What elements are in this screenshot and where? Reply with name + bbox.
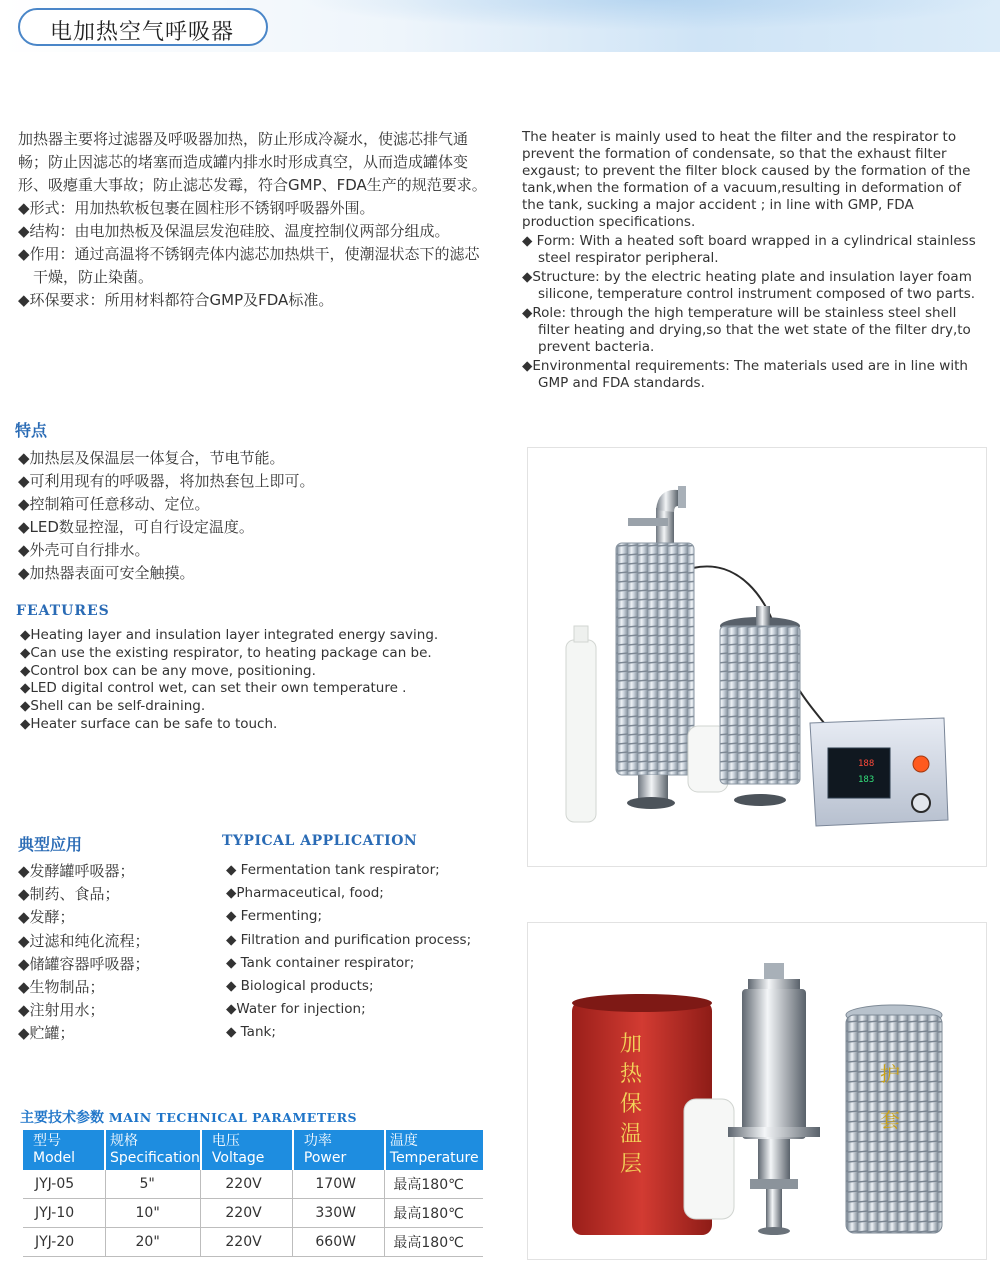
- short-heater-jacket: [720, 626, 800, 784]
- list-item: ◆发酵；: [18, 908, 75, 927]
- list-item: ◆ Biological products;: [226, 978, 374, 995]
- list-item: ◆贮罐；: [18, 1024, 75, 1043]
- list-item: ◆可利用现有的呼吸器，将加热套包上即可。: [18, 472, 315, 490]
- column-header-cn: 规格: [110, 1133, 138, 1149]
- title-badge: [18, 8, 268, 46]
- intro-en-bullet: ◆Structure: by the electric heating plate and insulation layer foam silicone, temperature control instrument composed of two parts.: [522, 269, 976, 302]
- housing-foot: [758, 1227, 790, 1235]
- list-item: ◆ Fermenting;: [226, 908, 323, 925]
- list-item: ◆ Filtration and purification process;: [226, 931, 472, 948]
- list-item: ◆过滤和纯化流程；: [18, 931, 150, 950]
- label-glyph: 套: [880, 1108, 900, 1132]
- column-header: [385, 1130, 483, 1170]
- housing-body: [742, 989, 806, 1139]
- features-cn-list: [18, 447, 315, 585]
- intro-cn-bullet: ◆形式：用加热软板包裹在圆柱形不锈钢呼吸器外围。: [18, 199, 375, 217]
- parameters-heading-en: MAIN TECHNICAL PARAMETERS: [108, 1110, 358, 1125]
- pipe-elbow: [656, 490, 678, 512]
- cell-temperature: 最高180℃: [385, 1199, 483, 1228]
- filter-cap-left: [574, 626, 588, 642]
- parameters-heading: [20, 1107, 357, 1127]
- column-header: [23, 1130, 105, 1170]
- list-item: ◆Can use the existing respirator, to heating package can be.: [20, 644, 432, 661]
- label-glyph: 温: [620, 1122, 643, 1147]
- list-item: ◆Water for injection;: [226, 1001, 366, 1018]
- table-row: [23, 1228, 483, 1257]
- list-item: ◆储罐容器呼吸器；: [18, 954, 150, 973]
- cell-power: 660W: [293, 1228, 385, 1257]
- table-row: [23, 1170, 483, 1199]
- applications-en-list: [226, 859, 471, 1045]
- housing-drain: [766, 1189, 782, 1229]
- indicator-light-icon: [913, 756, 929, 772]
- column-header-cn: 电压: [211, 1133, 240, 1149]
- heating-jacket-top: [572, 994, 712, 1012]
- list-item: ◆加热器表面可安全触摸。: [18, 564, 195, 582]
- intro-en: [522, 129, 984, 392]
- cell-power: 330W: [293, 1199, 385, 1228]
- column-header-cn: 温度: [389, 1133, 418, 1149]
- label-glyph: 护: [880, 1062, 900, 1086]
- list-item: ◆Shell can be self-draining.: [20, 698, 206, 715]
- display-reading-bottom: 183: [858, 775, 875, 785]
- column-header-cn: 型号: [33, 1133, 61, 1149]
- housing-side-ports: [728, 1127, 820, 1137]
- jacket-label: [620, 1032, 643, 1177]
- column-header: [105, 1130, 201, 1170]
- display-reading-top: 188: [858, 759, 875, 769]
- list-item: ◆发酵罐呼吸器；: [18, 862, 135, 880]
- cell-model: JYJ-05: [23, 1170, 105, 1199]
- table-row: [23, 1199, 483, 1228]
- list-item: ◆Heater surface can be safe to touch.: [20, 715, 278, 732]
- product-photo-components: [527, 922, 987, 1260]
- list-item: ◆控制箱可任意移动、定位。: [18, 495, 210, 513]
- cell-model: JYJ-20: [23, 1228, 105, 1257]
- intro-en-bullet: ◆Environmental requirements: The materials used are in line with GMP and FDA standards.: [522, 358, 968, 391]
- filter-cartridge: [684, 1099, 734, 1219]
- control-display: [828, 748, 890, 798]
- pipe-flange: [678, 486, 686, 508]
- label-glyph: 保: [620, 1092, 643, 1117]
- housing-top-flange: [764, 963, 784, 981]
- table-header-row: [23, 1130, 483, 1170]
- short-heater-nozzle: [756, 606, 770, 626]
- column-header: [293, 1130, 385, 1170]
- features-en-heading: FEATURES: [16, 603, 110, 619]
- cell-voltage: 220V: [201, 1199, 293, 1228]
- applications-cn-list: [18, 860, 150, 1046]
- label-glyph: 层: [620, 1152, 643, 1177]
- intro-cn: [18, 128, 488, 312]
- intro-cn-bullet: ◆环保要求：所用材料都符合GMP及FDA标准。: [18, 291, 334, 309]
- column-header-en: Voltage: [211, 1150, 265, 1166]
- list-item: ◆生物制品；: [18, 978, 105, 997]
- parameters-table: [23, 1130, 483, 1257]
- cell-model: JYJ-10: [23, 1199, 105, 1228]
- column-header-cn: 功率: [303, 1133, 332, 1149]
- cell-temperature: 最高180℃: [385, 1228, 483, 1257]
- list-item: ◆ Tank container respirator;: [226, 954, 415, 971]
- list-item: ◆LED digital control wet, can set their own temperature .: [20, 680, 407, 697]
- parameters-heading-cn: 主要技术参数: [20, 1110, 104, 1126]
- list-item: ◆ Fermentation tank respirator;: [226, 862, 440, 878]
- components-illustration: [528, 923, 986, 1259]
- short-heater-base: [734, 794, 786, 806]
- list-item: ◆外壳可自行排水。: [18, 541, 150, 559]
- list-item: ◆Control box can be any move, positioning.: [20, 662, 316, 679]
- housing-lower: [758, 1139, 790, 1179]
- list-item: ◆注射用水；: [18, 1001, 105, 1020]
- intro-en-bullet: ◆Role: through the high temperature will be stainless steel shell filter heating and drying,so that the wet state of the filter dry,to prevent bacteria.: [522, 305, 971, 355]
- list-item: ◆Pharmaceutical, food;: [226, 885, 384, 902]
- column-header-en: Model: [33, 1150, 76, 1166]
- applications-en-heading: TYPICAL APPLICATION: [222, 833, 418, 849]
- cell-temperature: 最高180℃: [385, 1170, 483, 1199]
- label-glyph: 加: [620, 1032, 643, 1057]
- cell-voltage: 220V: [201, 1170, 293, 1199]
- list-item: ◆LED数显控湿，可自行设定温度。: [18, 518, 254, 536]
- applications-cn-heading: 典型应用: [18, 835, 83, 854]
- clamp: [628, 518, 668, 526]
- intro-en-bullet: ◆ Form: With a heated soft board wrapped in a cylindrical stainless steel respirator peripheral.: [522, 233, 976, 266]
- cell-spec: 5": [105, 1170, 201, 1199]
- intro-cn-bullet: ◆作用：通过高温将不锈钢壳体内滤芯加热烘干，使潮湿状态下的滤芯干燥，防止染菌。: [18, 245, 480, 286]
- cell-spec: 10": [105, 1199, 201, 1228]
- list-item: ◆制药、食品；: [18, 885, 120, 904]
- intro-cn-paragraph: 加热器主要将过滤器及呼吸器加热，防止形成冷凝水，使滤芯排气通畅；防止因滤芯的堵塞而造成罐内排水时形成真空，从而造成罐体变形、吸瘪重大事故；防止滤芯发霉，符合GMP、FDA生产的规范要求。: [18, 130, 487, 194]
- features-cn-heading: 特点: [15, 421, 48, 440]
- intro-en-paragraph: The heater is mainly used to heat the filter and the respirator to prevent the formation of condensate, so that the exhaust filter exgaust; to prevent the filter block caused by the formation of the tank,when the formation of a vacuum,resulting in deformation of the tank, sucking a major accident ; in line with GMP, FDA production specifications.: [522, 129, 971, 230]
- column-header-en: Specification: [110, 1150, 200, 1166]
- features-en-list: [20, 627, 438, 734]
- tall-heater-jacket: [616, 543, 694, 775]
- cell-spec: 20": [105, 1228, 201, 1257]
- intro-cn-bullet: ◆结构：由电加热板及保温层发泡硅胶、温度控制仪两部分组成。: [18, 222, 450, 240]
- label-glyph: 热: [620, 1062, 643, 1087]
- housing-bottom-clamp: [750, 1179, 798, 1189]
- cell-voltage: 220V: [201, 1228, 293, 1257]
- page-title: 电加热空气呼吸器: [50, 20, 235, 45]
- list-item: ◆ Tank;: [226, 1024, 276, 1041]
- housing-clamp: [748, 979, 800, 989]
- heater-assembly-illustration: [528, 448, 986, 866]
- column-header-en: Power: [303, 1150, 347, 1166]
- cell-power: 170W: [293, 1170, 385, 1199]
- list-item: ◆Heating layer and insulation layer integrated energy saving.: [20, 627, 439, 643]
- product-photo-heater-assembly: [527, 447, 987, 867]
- top-pipe: [656, 508, 674, 548]
- filter-cartridge-left: [566, 640, 596, 822]
- tall-heater-outlet: [638, 775, 668, 799]
- list-item: ◆加热层及保温层一体复合，节电节能。: [18, 449, 285, 467]
- column-header-en: Temperature: [389, 1150, 479, 1166]
- tall-heater-base: [627, 797, 675, 809]
- column-header: [201, 1130, 293, 1170]
- gauge-knob-icon: [912, 794, 930, 812]
